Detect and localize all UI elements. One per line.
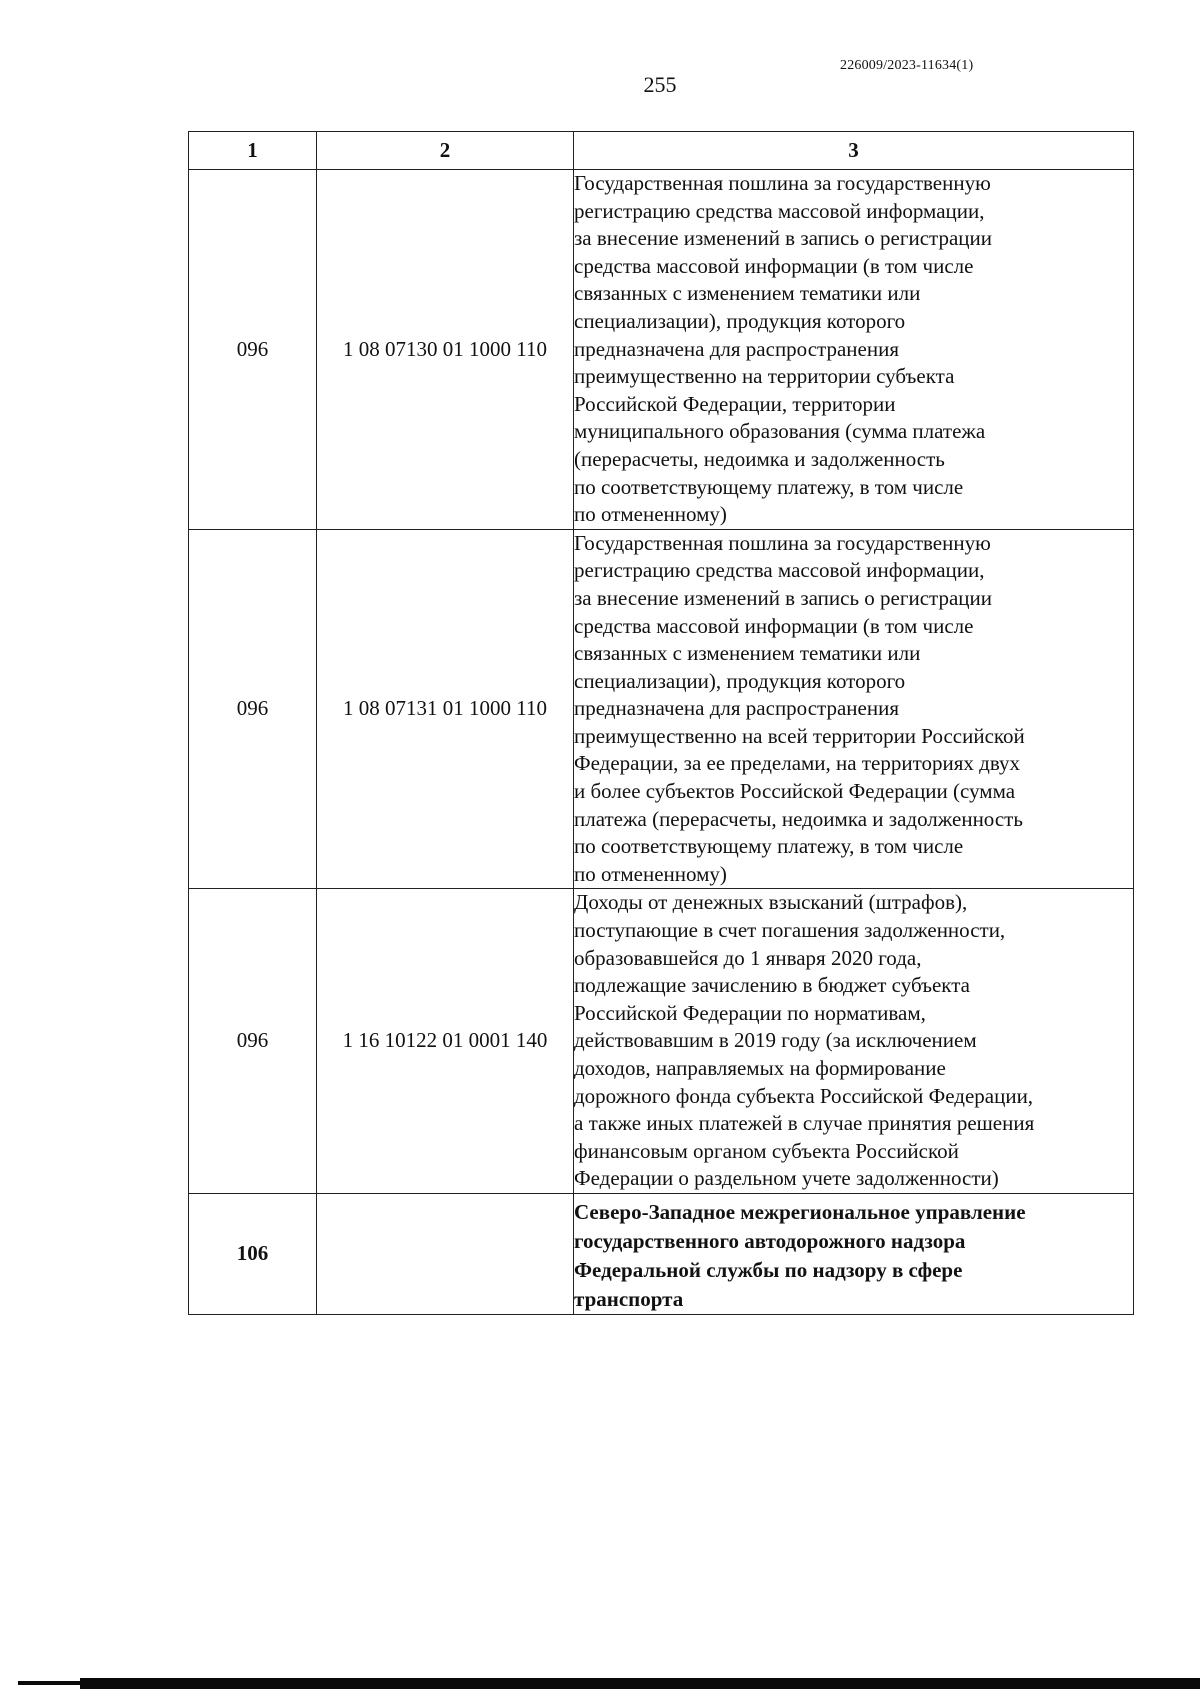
description-line: доходов, направляемых на формирование (574, 1056, 946, 1080)
scan-edge-bar (80, 1678, 1200, 1689)
budget-classification-code-cell: 1 08 07130 01 1000 110 (317, 170, 574, 530)
description-line: регистрацию средства массовой информации, (574, 558, 985, 583)
description-line: муниципального образования (сумма платежа (574, 419, 986, 444)
description-line: Российской Федерации, территории (574, 391, 896, 416)
description-line: Федерации о раздельном учете задолженности) (574, 1166, 999, 1191)
description-cell (574, 889, 1134, 1194)
description-line: за внесение изменений в запись о регистрации (574, 226, 993, 251)
description-line: предназначена для распространения (574, 336, 899, 361)
description-line: и более субъектов Российской Федерации (сумма (574, 779, 1016, 804)
description-line: государственного автодорожного надзора (574, 1228, 966, 1253)
budget-classification-code-cell: 1 08 07131 01 1000 110 (317, 529, 574, 889)
description-line: действовавшим в 2019 году (за исключением (574, 1028, 977, 1053)
table-row (189, 529, 1134, 889)
budget-classification-code-cell: 1 16 10122 01 0001 140 (317, 889, 574, 1194)
administrator-code-cell: 106 (189, 1193, 317, 1314)
description-line: по соответствующему платежу, в том числе (574, 474, 964, 499)
description-line: а также иных платежей в случае принятия решения (574, 1111, 1035, 1136)
description-line: Государственная пошлина за государственную (574, 171, 991, 195)
description-line: Доходы от денежных взысканий (штрафов), (574, 890, 968, 915)
description-line: регистрацию средства массовой информации, (574, 198, 985, 223)
document-registration-number: 226009/2023-11634(1) (840, 58, 974, 73)
column-header-2: 2 (317, 132, 574, 170)
description-line: средства массовой информации (в том числе (574, 613, 974, 638)
description-line: специализации), продукция которого (574, 308, 906, 333)
description-line: по отмененному) (574, 861, 727, 886)
description-line: связанных с изменением тематики или (574, 641, 921, 666)
description-line: дорожного фонда субъекта Российской Федерации, (574, 1083, 1034, 1108)
page-number: 255 (643, 72, 677, 97)
table-row (189, 889, 1134, 1194)
description-cell (574, 170, 1134, 530)
budget-classification-code-cell (317, 1193, 574, 1314)
description-line: по соответствующему платежу, в том числе (574, 834, 964, 859)
description-line: предназначена для распространения (574, 696, 899, 721)
budget-codes-table (188, 131, 1134, 1315)
table-row (189, 170, 1134, 530)
description-line: (перерасчеты, недоимка и задолженность (574, 446, 945, 471)
description-line: платежа (перерасчеты, недоимка и задолженность (574, 806, 1023, 831)
description-line: финансовым органом субъекта Российской (574, 1138, 959, 1163)
description-line: за внесение изменений в запись о регистрации (574, 585, 993, 610)
description-line: Северо-Западное межрегиональное управление (574, 1199, 1026, 1224)
description-line: Государственная пошлина за государственную (574, 530, 991, 555)
description-line: Федерации, за ее пределами, на территориях двух (574, 751, 1021, 776)
column-header-1: 1 (189, 132, 317, 170)
scan-edge-bar-tip (18, 1681, 88, 1685)
description-cell (574, 1193, 1134, 1314)
description-line: Российской Федерации по нормативам, (574, 1000, 926, 1025)
description-line: поступающие в счет погашения задолженности, (574, 918, 1006, 943)
description-line: связанных с изменением тематики или (574, 281, 921, 306)
table-row (189, 1193, 1134, 1314)
table-body (189, 170, 1134, 1315)
column-header-3: 3 (574, 132, 1134, 170)
description-line: транспорта (574, 1286, 684, 1311)
description-line: образовавшейся до 1 января 2020 года, (574, 945, 922, 970)
table-header-row (189, 132, 1134, 170)
description-line: средства массовой информации (в том числе (574, 253, 974, 278)
description-line: преимущественно на территории субъекта (574, 364, 955, 389)
description-cell (574, 529, 1134, 889)
description-line: Федеральной службы по надзору в сфере (574, 1257, 963, 1282)
administrator-code-cell: 096 (189, 529, 317, 889)
description-line: специализации), продукция которого (574, 668, 906, 693)
description-line: преимущественно на всей территории Российской (574, 723, 1025, 748)
administrator-code-cell: 096 (189, 889, 317, 1194)
description-line: по отмененному) (574, 502, 727, 527)
administrator-code-cell: 096 (189, 170, 317, 530)
description-line: подлежащие зачислению в бюджет субъекта (574, 973, 970, 998)
